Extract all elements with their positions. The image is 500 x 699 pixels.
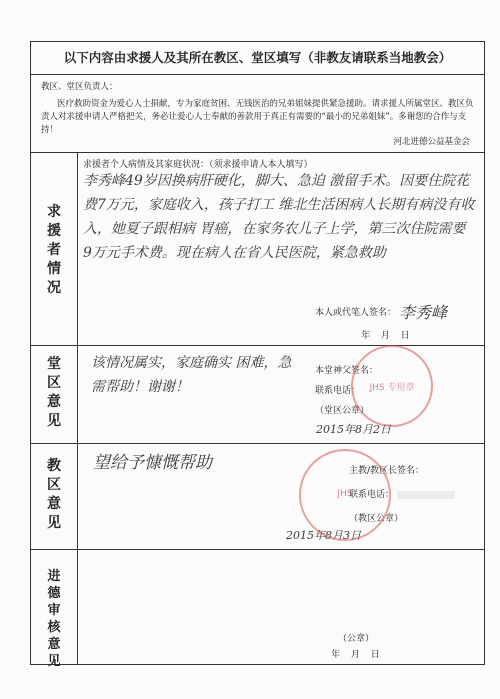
diocese-bishop-label: 主教/教区长签名：	[349, 466, 425, 476]
row-divider	[31, 443, 484, 444]
diocese-date: 2015年8月3日	[286, 529, 361, 542]
parish-phone-label: 联系电话：	[315, 386, 361, 396]
phone-redacted	[397, 491, 455, 499]
parish-seal-label: （堂区公章）	[315, 406, 370, 416]
review-section-label: 进 德 审 核 意 见	[47, 569, 61, 669]
applicant-signature: 李秀峰	[399, 303, 448, 322]
diocese-handwriting: 望给予慷慨帮助	[93, 453, 212, 473]
parish-seal: JHS 专用章	[351, 345, 433, 427]
applicant-section-label: 求 援 者 情 况	[47, 204, 61, 296]
applicant-instruction: 求援者个人病情及其家庭状况：（须求援申请人本人填写）	[83, 160, 313, 170]
applicant-date: 年 月 日	[361, 331, 410, 341]
intro-box	[30, 75, 485, 153]
diocese-section-label: 教 区 意 见	[47, 458, 61, 531]
parish-priest-label: 本堂神父签名：	[315, 366, 379, 376]
review-seal-label: （公章）	[338, 634, 375, 644]
form-table	[30, 153, 485, 669]
applicant-sign-label: 本人或代笔人签名：	[315, 308, 397, 318]
row-divider	[31, 549, 484, 550]
diocese-seal: JHS	[299, 449, 391, 541]
applicant-handwriting: 李秀峰49岁因换病肝硬化，脚大、急迫 激留手术。因要住院花费7万元，家庭收入，孩子打工 维北生活困病人长期有病没有收入，她夏子跟相病 胃癌，在家务农儿子上学，第三次住院需要 9万元手术费。现在病人在省人民医院，紧急救助	[83, 173, 475, 261]
parish-date: 2015年8月2日	[316, 423, 391, 436]
parish-section-label: 堂 区 意 见	[47, 356, 61, 429]
intro-paragraph: 医疗救助资金为爱心人士捐献，专为家庭贫困、无钱医治的兄弟姐妹提供紧急援助。请求援人所属堂区、教区负责人对求援申请人严格把关，务必让爱心人士奉献的善款用于真正有需要的“最小的兄弟姐妹”。多谢您的合作与支持！	[41, 99, 474, 135]
organization-name: 河北进德公益基金会	[393, 137, 470, 147]
parish-handwriting: 该情况属实，家庭确实 困难，急需帮助！谢谢！	[91, 355, 292, 395]
intro-header: 教区、堂区负责人：	[41, 82, 118, 92]
diocese-phone-label: 联系电话：	[349, 487, 455, 500]
diocese-seal-label: （教区公章）	[349, 514, 404, 524]
row-divider	[31, 345, 484, 346]
form-title: 以下内容由求援人及其所在教区、堂区填写（非教友请联系当地教会）	[30, 41, 485, 75]
review-date: 年 月 日	[331, 650, 380, 660]
